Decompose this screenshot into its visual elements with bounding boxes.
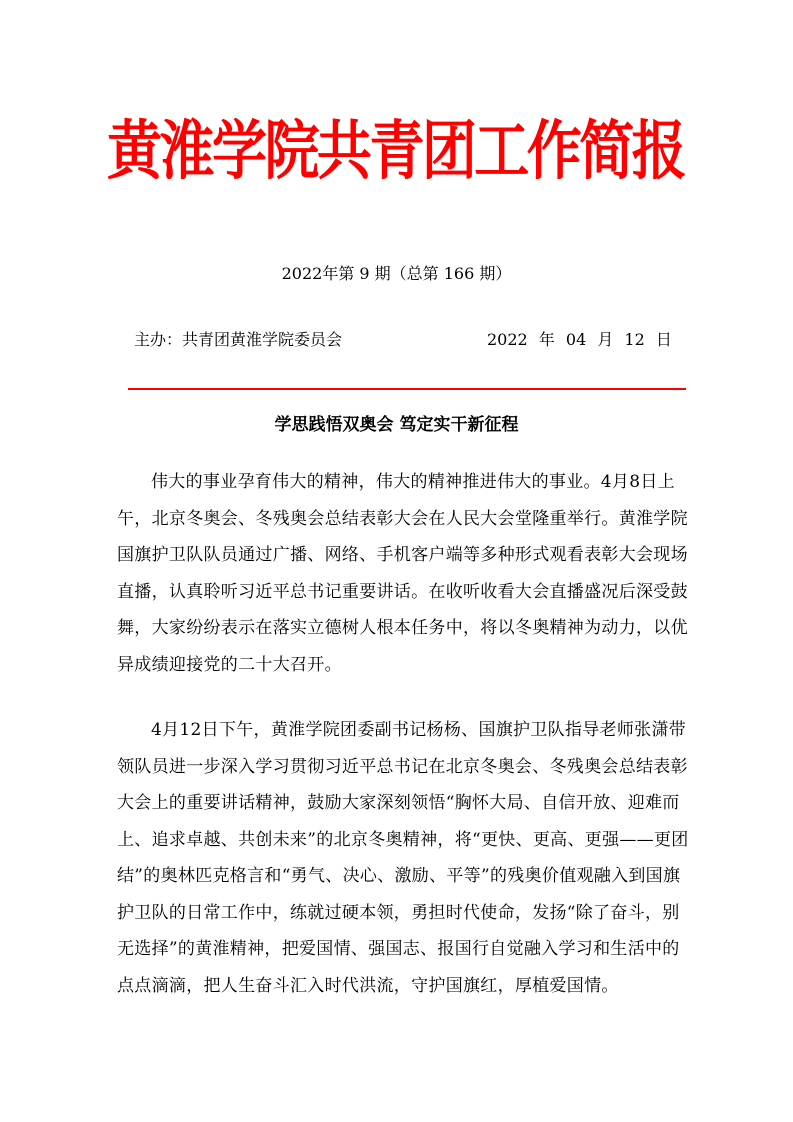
article-paragraph-2: 4月12日下午，黄淮学院团委副书记杨杨、国旗护卫队指导老师张潇带领队员进一步深入学习贯彻习近平总书记在北京冬奥会、冬残奥会总结表彰大会上的重要讲话精神，鼓励大家深刻领悟“胸怀大局、自信开放、迎难而上、追求卓越、共创未来”的北京冬奥精神，将“更快、更高、更强——更团结”的奥林匹克格言和“勇气、决心、激励、平等”的残奥价值观融入到国旗护卫队的日常工作中，练就过硬本领，勇担时代使命，发扬“除了奋斗，别无选择”的黄淮精神，把爱国情、强国志、报国行自觉融入学习和生活中的点点滴滴，把人生奋斗汇入时代洪流，守护国旗红，厚植爱国情。 bbox=[117, 720, 689, 996]
article-paragraph-1: 伟大的事业孕育伟大的精神，伟大的精神推进伟大的事业。4月8日上午，北京冬奥会、冬残奥会总结表彰大会在人民大会堂隆重举行。黄淮学院国旗护卫队队员通过广播、网络、手机客户端等多种形式观看表彰大会现场直播，认真聆听习近平总书记重要讲话。在收听收看大会直播盛况后深受鼓舞，大家纷纷表示在落实立德树人根本任务中，将以冬奥精神为动力，以优异成绩迎接党的二十大召开。 bbox=[117, 472, 688, 675]
red-divider bbox=[128, 388, 686, 390]
sponsor: 主办：共青团黄淮学院委员会 bbox=[134, 330, 343, 349]
publish-date: 2022 年 04 月 12 日 bbox=[487, 330, 672, 349]
masthead-title: 黄淮学院共青团工作简报 bbox=[107, 115, 685, 189]
article-headline: 学思践悟双奥会 笃定实干新征程 bbox=[274, 415, 519, 435]
issue-number: 2022年第 9 期（总第 166 期） bbox=[281, 264, 512, 283]
